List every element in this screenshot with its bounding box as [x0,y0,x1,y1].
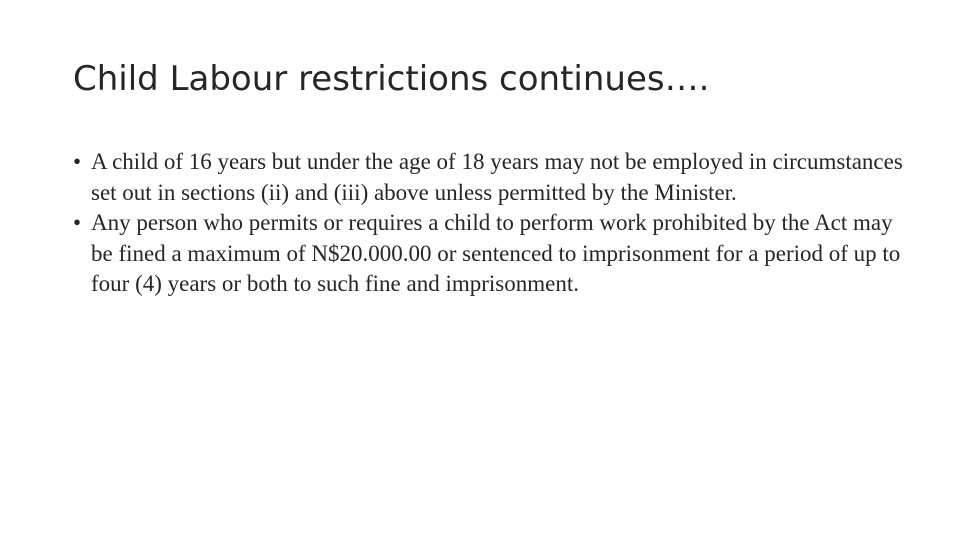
bullet-dot-icon: • [73,149,82,174]
bullet-item [73,147,903,208]
bullet-text: Any person who permits or requires a child to perform work prohibited by the Act may be fined a maximum of N$20.000.00 or sentenced to imprisonment for a period of up to four (4) years or both to such fine and imprisonment. [91,210,901,296]
slide-title: Child Labour restrictions continues…. [73,59,710,99]
bullet-list [73,147,903,300]
bullet-item [73,208,903,300]
bullet-dot-icon: • [73,210,82,235]
bullet-text: A child of 16 years but under the age of 18 years may not be employed in circumstances set out in sections (ii) and (iii) above unless permitted by the Minister. [91,149,903,205]
